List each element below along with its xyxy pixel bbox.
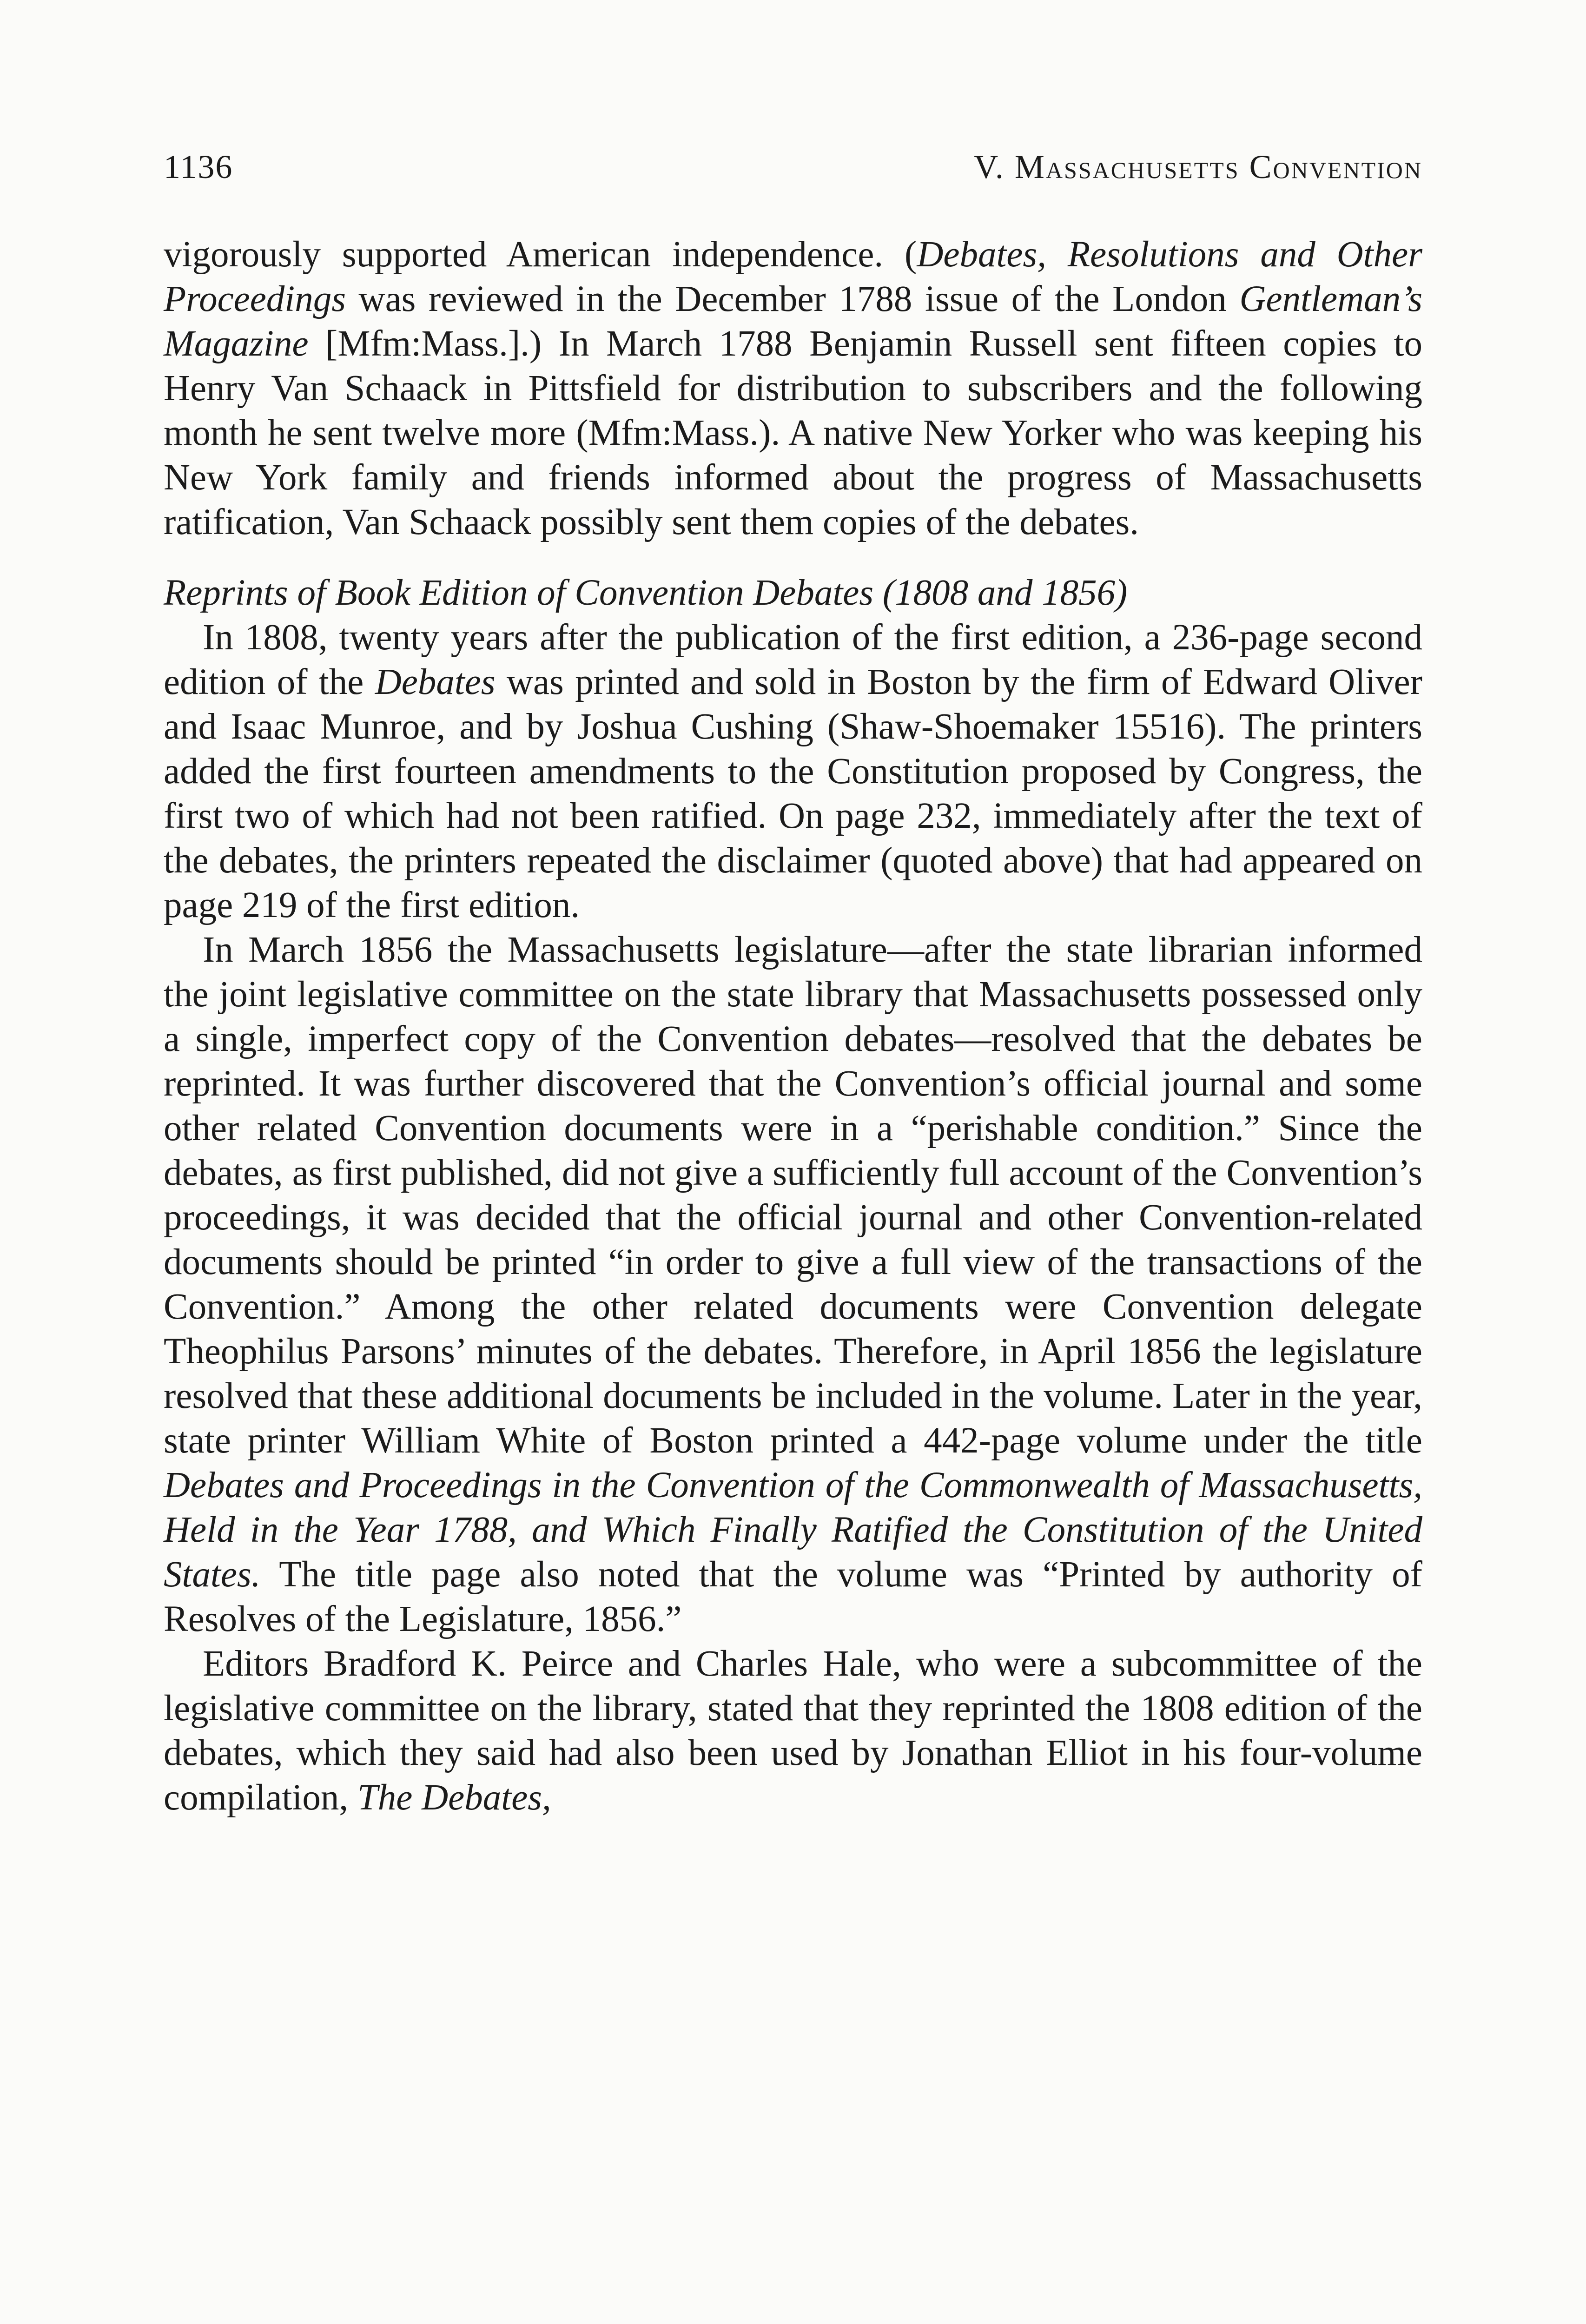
italic-title: Debates and Proceedings in the Convention of the Commonwealth of Massachusetts, Held in the Year 1788, and Which Finally Ratified the Constitution of the United States. <box>164 1465 1422 1595</box>
italic-title: The Debates, <box>357 1777 551 1818</box>
paragraph <box>164 232 1422 545</box>
text-run: was printed and sold in Boston by the firm of Edward Oliver and Isaac Munroe, and by Joshua Cushing (Shaw-Shoemaker 15516). The printers added the first fourteen amendments to the Constitution proposed by Congress, the first two of which had not been ratified. On page 232, immediately after the text of the debates, the printers repeated the disclaimer (quoted above) that had appeared on page 219 of the first edition. <box>164 662 1422 925</box>
paragraph <box>164 928 1422 1642</box>
text-run: The title page also noted that the volume was “Printed by authority of Resolves of the Legislature, 1856.” <box>164 1554 1422 1639</box>
text-run: vigorously supported American independence. ( <box>164 234 917 275</box>
text-run: In March 1856 the Massachusetts legislature—after the state librarian informed the joint legislative committee on the state library that Massachusetts possessed only a single, imperfect copy of the Convention debates—resolved that the debates be reprinted. It was further discovered that the Convention’s official journal and some other related Convention documents were in a “perishable condition.” Since the debates, as first published, did not give a sufficiently full account of the Convention’s proceedings, it was decided that the official journal and other Convention-related documents should be printed “in order to give a full view of the transactions of the Convention.” Among the other related documents were Convention delegate Theophilus Parsons’ minutes of the debates. Therefore, in April 1856 the legislature resolved that these additional documents be included in the volume. Later in the year, state printer William White of Boston printed a 442-page volume under the title <box>164 930 1422 1461</box>
paragraph <box>164 1642 1422 1820</box>
italic-title: Gentleman’s Magazine <box>164 279 1422 364</box>
text-run: Editors Bradford K. Peirce and Charles Hale, who were a subcommittee of the legislative committee on the library, stated that they reprinted the 1808 edition of the debates, which they said had also been used by Jonathan Elliot in his four-volume compilation, <box>164 1644 1422 1818</box>
text-run: [Mfm:Mass.].) In March 1788 Benjamin Russell sent fifteen copies to Henry Van Schaack in Pittsfield for distribution to subscribers and the following month he sent twelve more (Mfm:Mass.). A native New Yorker who was keeping his New York family and friends informed about the progress of Massachusetts ratification, Van Schaack possibly sent them copies of the debates. <box>164 324 1422 542</box>
page-number: 1136 <box>164 148 233 185</box>
page-header <box>164 148 1422 199</box>
section-heading: Reprints of Book Edition of Convention Debates (1808 and 1856) <box>164 573 1128 613</box>
text-run: In 1808, twenty years after the publication of the first edition, a 236-page second edition of the <box>164 617 1422 702</box>
text-run: was reviewed in the December 1788 issue of the London <box>345 279 1240 319</box>
italic-title: Debates <box>375 662 496 702</box>
body-text <box>164 232 1422 1820</box>
running-head: V. Massachusetts Convention <box>974 148 1422 185</box>
paragraph <box>164 615 1422 928</box>
italic-title: Debates, Resolutions and Other Proceedings <box>164 234 1422 319</box>
